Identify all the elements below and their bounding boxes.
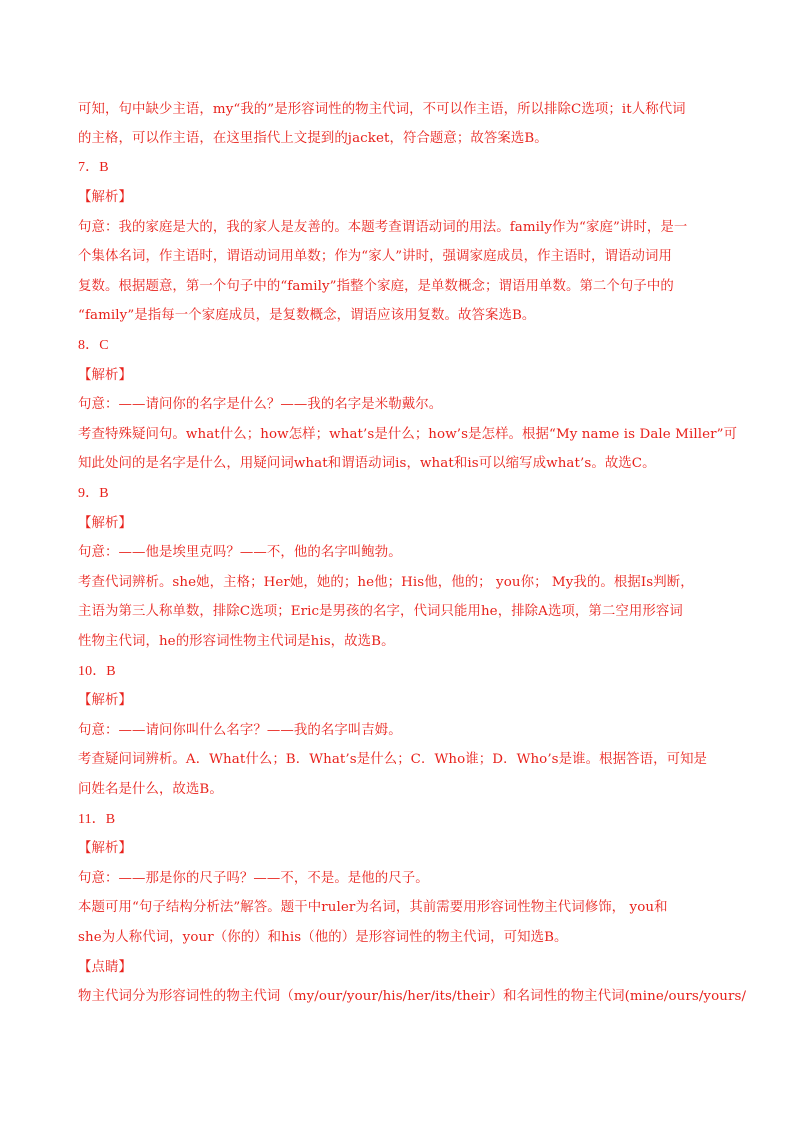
question-number: 8．C xyxy=(78,338,109,353)
section-tag-tip: 【点睛】 xyxy=(78,960,132,975)
text-line: 句意：——请问你叫什么名字？——我的名字叫吉姆。 xyxy=(78,723,402,738)
section-tag-analysis: 【解析】 xyxy=(78,190,132,205)
text-line: 考查代词辨析。she她，主格；Her她，她的；he他；His他，他的； you你； My我的。根据Is判断， xyxy=(78,575,694,590)
text-line: 主语为第三人称单数，排除C选项；Eric是男孩的名字，代词只能用he，排除A选项，第二空用形容词 xyxy=(78,604,683,619)
text-line: 考查疑问词辨析。A．What什么；B．What’s是什么；C．Who谁；D．Who’s是谁。根据答语，可知是 xyxy=(78,752,708,767)
text-line: 知此处问的是名字是什么，用疑问词what和谓语动词is，what和is可以缩写成what’s。故选C。 xyxy=(78,456,656,471)
text-line: 的主格，可以作主语，在这里指代上文提到的jacket，符合题意；故答案选B。 xyxy=(78,131,548,146)
question-number: 11．B xyxy=(78,812,116,827)
text-line: 句意：我的家庭是大的，我的家人是友善的。本题考查谓语动词的用法。family作为“家庭”讲时，是一 xyxy=(78,220,688,235)
text-line: 句意：——请问你的名字是什么？——我的名字是米勒戴尔。 xyxy=(78,397,443,412)
text-line: 本题可用“句子结构分析法”解答。题干中ruler为名词，其前需要用形容词性物主代词修饰， you和 xyxy=(78,900,668,915)
text-line: “family”是指每一个家庭成员，是复数概念，谓语应该用复数。故答案选B。 xyxy=(78,308,536,323)
text-line: 复数。根据题意，第一个句子中的“family”指整个家庭，是单数概念；谓语用单数。第二个句子中的 xyxy=(78,279,674,294)
text-line: 考查特殊疑问句。what什么；how怎样；what’s是什么；how’s是怎样。根据“My name is Dale Miller”可 xyxy=(78,427,738,442)
text-line: 问姓名是什么，故选B。 xyxy=(78,782,223,797)
question-number: 10．B xyxy=(78,664,116,679)
text-line: 个集体名词，作主语时，谓语动词用单数；作为“家人”讲时，强调家庭成员，作主语时，谓语动词用 xyxy=(78,249,672,264)
section-tag-analysis: 【解析】 xyxy=(78,368,132,383)
text-line: 物主代词分为形容词性的物主代词（my/our/your/his/her/its/their）和名词性的物主代词(mine/ours/yours/ xyxy=(78,989,747,1004)
text-line: 性物主代词，he的形容词性物主代词是his，故选B。 xyxy=(78,634,395,649)
question-number: 7．B xyxy=(78,160,109,175)
question-number: 9．B xyxy=(78,486,109,501)
text-line: 句意：——那是你的尺子吗？——不，不是。是他的尺子。 xyxy=(78,871,429,886)
section-tag-analysis: 【解析】 xyxy=(78,693,132,708)
section-tag-analysis: 【解析】 xyxy=(78,516,132,531)
text-line: 可知，句中缺少主语，my“我的”是形容词性的物主代词，不可以作主语，所以排除C选项；it人称代词 xyxy=(78,102,686,117)
section-tag-analysis: 【解析】 xyxy=(78,841,132,856)
text-line: 句意：——他是埃里克吗？——不，他的名字叫鲍勃。 xyxy=(78,545,402,560)
text-line: she为人称代词，your（你的）和his（他的）是形容词性的物主代词，可知选B。 xyxy=(78,930,568,945)
